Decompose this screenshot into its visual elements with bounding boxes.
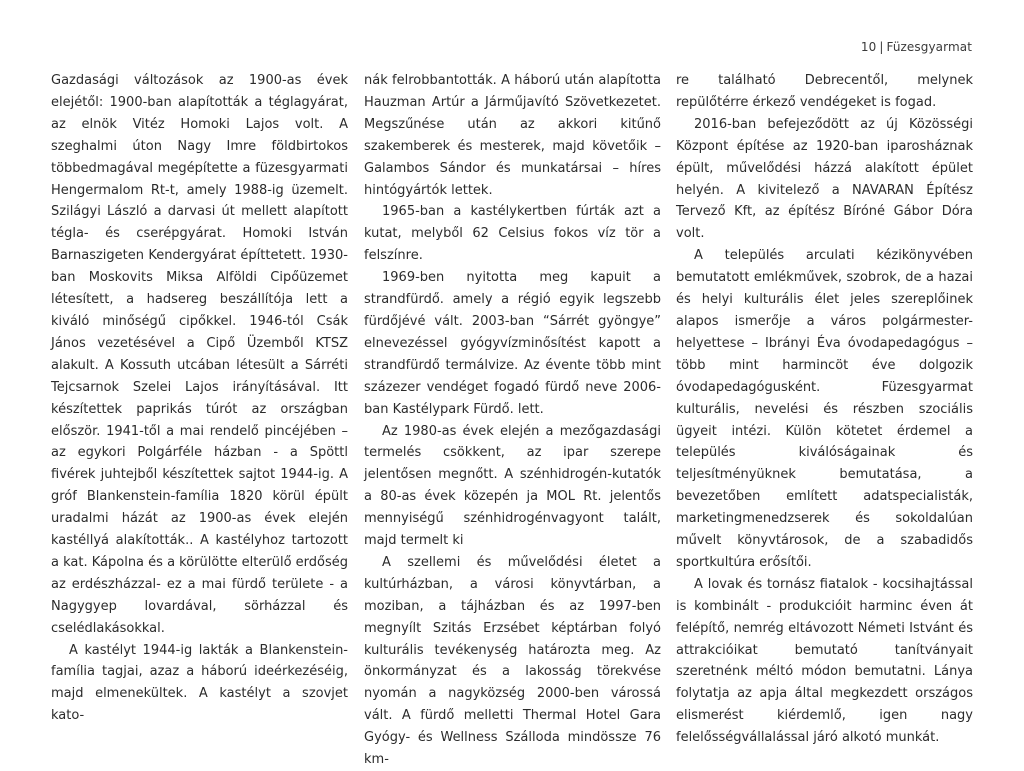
text-column-2: [364, 70, 661, 771]
page-number: 10: [860, 40, 877, 54]
header-separator: |: [879, 40, 884, 54]
text-column-3: [676, 70, 973, 749]
paragraph: A település arculati kézikönyvében bemutatott emlékművek, szobrok, de a hazai és helyi kulturális élet jeles szereplőinek alapos ismerője a város polgármester-helyettese – Ibrányi Éva óvodapedagógus – több mint harmincöt éve dolgozik óvodapedagógusként. Füzesgyarmat kulturális, nevelési és részben szociális ügyeit intézi. Külön kötetet érdemel a település kiválóságainak és teljesítményüknek bemutatása, a bevezetőben említett adatspecialisták, marketingmenedzserek és sokoldalúan művelt könyvtárosok, de a szabadidős sportkultúra erősítői.: [676, 248, 973, 570]
paragraph: A lovak és tornász fiatalok - kocsihajtással is kombinált - produkcióit harminc éven át felépítő, nemrég eltávozott Németi Istvánt és attrakcióikat bemutató tanítványait szeretnénk méltó módon bemutatni. Lánya folytatja az apja által megkezdett országos elismerést kiérdemlő, igen nagy felelősségvállalással járó alkotó munkát.: [676, 576, 973, 746]
running-header: [861, 40, 972, 54]
paragraph: Az 1980-as évek elején a mezőgazdasági termelés csökkent, az ipar szerepe jelentősen megnőtt. A szénhidrogén-kutatók a 80-as évek közepén ja MOL Rt. jelentős mennyiségű szénhidrogénvagyont talált, majd termelt ki: [364, 423, 661, 549]
paragraph: A kastélyt 1944-ig lakták a Blankenstein-família tagjai, azaz a háború ideérkezéséig, majd elmenekültek. A kastélyt a szovjet kato-: [51, 642, 348, 724]
text-column-1: [51, 70, 348, 727]
paragraph: 2016-ban befejeződött az új Közösségi Központ építése az 1920-ban iparosháznak épült, művelődési házzá alakított épület helyén. A kivitelező a NAVARAN Építész Tervező Kft, az építész Bíróné Gábor Dóra volt.: [676, 116, 973, 242]
paragraph: Gazdasági változások az 1900-as évek elejétől: 1900-ban alapították a téglagyárat, az elnök Vitéz Homoki Lajos volt. A szeghalmi úton Nagy Imre földbirtokos többedmagával megépítette a füzesgyarmati Hengermalom Rt-t, amely 1988-ig üzemelt. Szilágyi László a darvasi út mellett alapított tégla- és cserépgyárat. Homoki István Barnaszigeten Kendergyárat építtetett. 1930-ban Moskovits Miksa Alföldi Cipőüzemet létesített, a hadsereg beszállítója lett a kiváló minőségű cipőkkel. 1946-tól Csák János vezetésével a Cipő Üzemből KTSZ alakult. A Kossuth utcában létesült a Sárréti Tejcsarnok Szelei Lajos irányításával. Itt készítettek paprikás túrót az országban először. 1941-től a mai rendelő pincéjében – az egykori Polgárféle házban - a Spöttl fivérek juhtejből készítettek sajtot 1944-ig. A gróf Blankenstein-família 1820 körül épült uradalmi házát az 1900-as évek elején kastéllyá alakították.. A kastélyhoz tartozott a kat. Kápolna és a körülötte elterülő erdőség az erdészházzal- ez a mai fürdő területe - a Nagygyep lovardával, sörházzal és cselédlakásokkal.: [51, 73, 348, 636]
paragraph: 1965-ban a kastélykertben fúrták azt a kutat, melyből 62 Celsius fokos víz tör a felszínre.: [364, 204, 661, 264]
paragraph: A szellemi és művelődési életet a kultúrházban, a városi könyvtárban, a moziban, a tájházban és az 1997-ben megnyílt Szitás Erzsébet képtárban folyó kulturális tevékenység határozta meg. Az önkormányzat és a lakosság törekvése nyomán a nagyközség 2000-ben várossá vált. A fürdő melletti Thermal Hotel Gara Gyógy- és Wellness Szálloda mindössze 76 km-: [364, 554, 661, 768]
paragraph: re található Debrecentől, melynek repülőtérre érkező vendégeket is fogad.: [676, 73, 973, 110]
paragraph: 1969-ben nyitotta meg kapuit a strandfürdő. amely a régió egyik legszebb fürdőjévé vált. 2003-ban “Sárrét gyöngye” elnevezéssel gyógyvízminősítést kapott a strandfürdő termálvize. Az évente több mint százezer vendéget fogadó fürdő neve 2006-ban Kastélypark Fürdő. lett.: [364, 270, 661, 417]
section-title: Füzesgyarmat: [886, 40, 972, 54]
paragraph: nák felrobbantották. A háború után alapította Hauzman Artúr a Járműjavító Szövetkezetet. Megszűnése után az akkori kitűnő szakemberek és mesterek, majd követőik – Galambos Sándor és munkatársai – híres hintógyártók lettek.: [364, 73, 661, 198]
